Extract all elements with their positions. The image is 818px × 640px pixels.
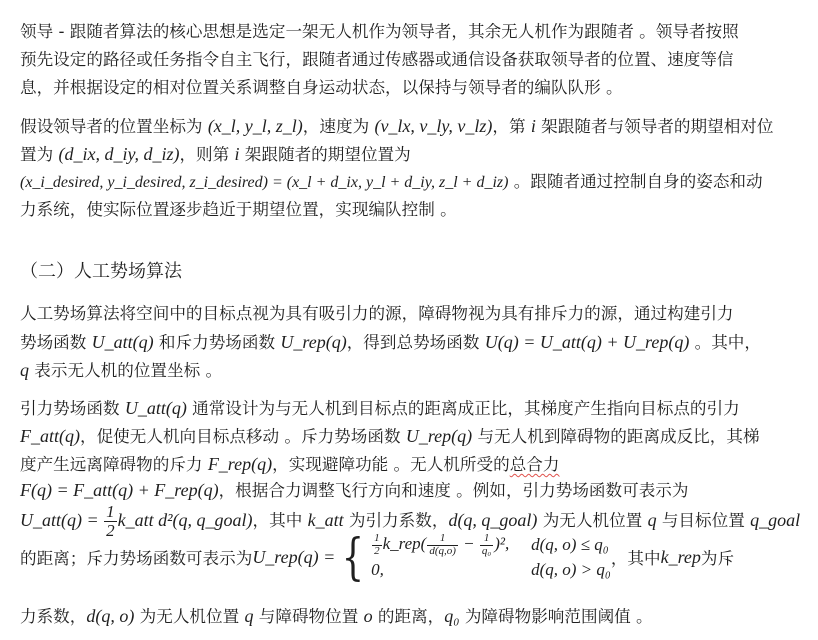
math-d-goal: d(q, q_goal) <box>448 510 538 530</box>
text: 。跟随者通过控制自身的姿态和动 <box>508 172 763 191</box>
para1-line1: 领导 - 跟随者算法的核心思想是选定一架无人机作为领导者，其余无人机作为跟随者 。领导者按照 <box>20 22 739 41</box>
text: 度产生远离障碍物的斥力 <box>20 455 208 474</box>
math-k-att: k_att <box>307 510 344 530</box>
math-desired-position: (x_i_desired, y_i_desired, z_i_desired) = (x_l + d_ix, y_l + d_iy, z_l + d_iz) <box>20 174 509 191</box>
text: 为障碍物影响范围阈值 。 <box>459 607 653 626</box>
math-u-att-eq: U_att(q) = <box>20 510 104 530</box>
math-total-force: F(q) = F_att(q) + F_rep(q) <box>20 480 219 500</box>
para2-line3 <box>20 170 763 195</box>
fraction-denominator: 2 <box>374 545 380 558</box>
math-k-rep: k_rep <box>660 546 701 567</box>
fraction-one-half <box>372 533 382 557</box>
text: 为无人机位置 <box>134 607 245 626</box>
text: 引力势场函数 <box>20 399 125 418</box>
para4-line2 <box>20 424 760 449</box>
fraction-numerator: 1 <box>480 533 493 546</box>
spellcheck-underlined-text[interactable]: 总合力 <box>509 455 560 474</box>
case-expression <box>371 532 531 557</box>
math-q: q <box>244 606 254 626</box>
math-f-rep: F_rep(q) <box>207 454 273 474</box>
fraction-inverse-q0 <box>480 533 493 557</box>
para4-line3 <box>20 452 560 477</box>
math-u-att: U_att(q) <box>124 398 187 418</box>
fraction-denominator: q₀ <box>481 545 492 558</box>
text: 表示无人机的位置坐标 。 <box>29 361 223 380</box>
para2-line1 <box>20 114 773 139</box>
math-q: q <box>647 510 657 530</box>
para4-line6 <box>20 528 735 586</box>
math-u-rep-eq: U_rep(q) = <box>252 546 336 567</box>
text: 力系数， <box>20 607 87 626</box>
para3-line3 <box>20 358 222 383</box>
text: ，速度为 <box>302 117 375 136</box>
math-minus: − <box>458 534 479 554</box>
left-brace: { <box>342 528 365 586</box>
text: 为引力系数， <box>343 511 449 530</box>
text: 与目标位置 <box>656 511 751 530</box>
math-d-obstacle: d(q, o) <box>86 606 135 626</box>
text: ，其中 <box>610 549 661 568</box>
para1-line3: 息，并根据设定的相对位置关系调整自身运动状态，以保持与领导者的编队队形 。 <box>20 78 623 97</box>
text: 的距离， <box>372 607 445 626</box>
text: 的距离；斥力势场函数可表示为 <box>20 549 253 568</box>
text: 为斥 <box>700 549 735 568</box>
text: ，第 <box>492 117 531 136</box>
math-f-att: F_att(q) <box>20 426 80 446</box>
math-square: )², <box>494 534 510 554</box>
para3-line1: 人工势场算法将空间中的目标点视为具有吸引力的源，障碍物视为具有排斥力的源，通过构建引力 <box>20 304 734 323</box>
fraction-numerator: 1 <box>427 533 458 546</box>
text: ，得到总势场函数 <box>346 333 485 352</box>
text: ，其中 <box>252 511 308 530</box>
section-heading: （二）人工势场算法 <box>20 261 182 282</box>
math-i: i <box>530 116 536 136</box>
text: 架跟随者的期望位置为 <box>239 145 411 164</box>
text: 与无人机到障碍物的距离成反比，其梯 <box>472 427 760 446</box>
math-u-att: U_att(q) <box>91 332 154 352</box>
case-condition: d(q, o) > q₀ <box>531 559 611 579</box>
math-i: i <box>234 144 240 164</box>
math-k-rep: k_rep( <box>382 534 427 554</box>
math-o: o <box>363 606 373 626</box>
math-q0: q₀ <box>444 606 460 626</box>
fraction-numerator: 1 <box>374 532 380 545</box>
text: 和斥力势场函数 <box>153 333 281 352</box>
math-q-goal: q_goal <box>750 510 801 530</box>
text: 假设领导者的位置坐标为 <box>20 117 208 136</box>
text: 架跟随者与领导者的期望相对位 <box>535 117 774 136</box>
math-u-rep: U_rep(q) <box>405 426 473 446</box>
para1-line2: 预先设定的路径或任务指令自主飞行，跟随者通过传感器或通信设备获取领导者的位置、速度等信 <box>20 50 734 69</box>
fraction-denominator: 2 <box>106 521 115 540</box>
math-leader-velocity: (v_lx, v_ly, v_lz) <box>374 116 493 136</box>
fraction-numerator: 1 <box>106 502 115 522</box>
text: ，根据合力调整飞行方向和速度 。例如，引力势场函数可表示为 <box>218 481 689 500</box>
para2-line2 <box>20 142 411 167</box>
math-total-potential: U(q) = U_att(q) + U_rep(q) <box>484 332 690 352</box>
case-condition: d(q, o) ≤ q₀ <box>531 534 609 554</box>
case-row-2 <box>371 558 611 582</box>
text: 。其中， <box>689 333 761 352</box>
math-q: q <box>20 360 29 380</box>
text: 通常设计为与无人机到目标点的距离成正比，其梯度产生指向目标点的引力 <box>186 399 740 418</box>
para4-line4 <box>20 478 688 503</box>
para4-line1 <box>20 396 740 421</box>
text: 势场函数 <box>20 333 92 352</box>
math-relative-position: (d_ix, d_iy, d_iz) <box>58 144 180 164</box>
math-u-rep: U_rep(q) <box>280 332 347 352</box>
case-expression: 0, <box>371 559 384 579</box>
text: ，则第 <box>179 145 235 164</box>
text: 与障碍物位置 <box>253 607 364 626</box>
para3-line2 <box>20 330 761 355</box>
piecewise-cases <box>371 532 611 581</box>
text: ，促使无人机向目标点移动 。斥力势场函数 <box>80 427 406 446</box>
fraction-inverse-distance <box>427 533 458 557</box>
para2-line4: 力系统，使实际位置逐步趋近于期望位置，实现编队控制 。 <box>20 200 457 219</box>
math-leader-position: (x_l, y_l, z_l) <box>207 116 303 136</box>
text: ，实现避障功能 。无人机所受的 <box>272 455 510 474</box>
text: 为无人机位置 <box>537 511 648 530</box>
math-k-att-distance: k_att d²(q, q_goal) <box>117 510 253 530</box>
case-row-1 <box>371 532 611 557</box>
fraction-denominator: d(q,o) <box>429 545 456 558</box>
text: 置为 <box>20 145 59 164</box>
para4-line7 <box>20 604 653 629</box>
